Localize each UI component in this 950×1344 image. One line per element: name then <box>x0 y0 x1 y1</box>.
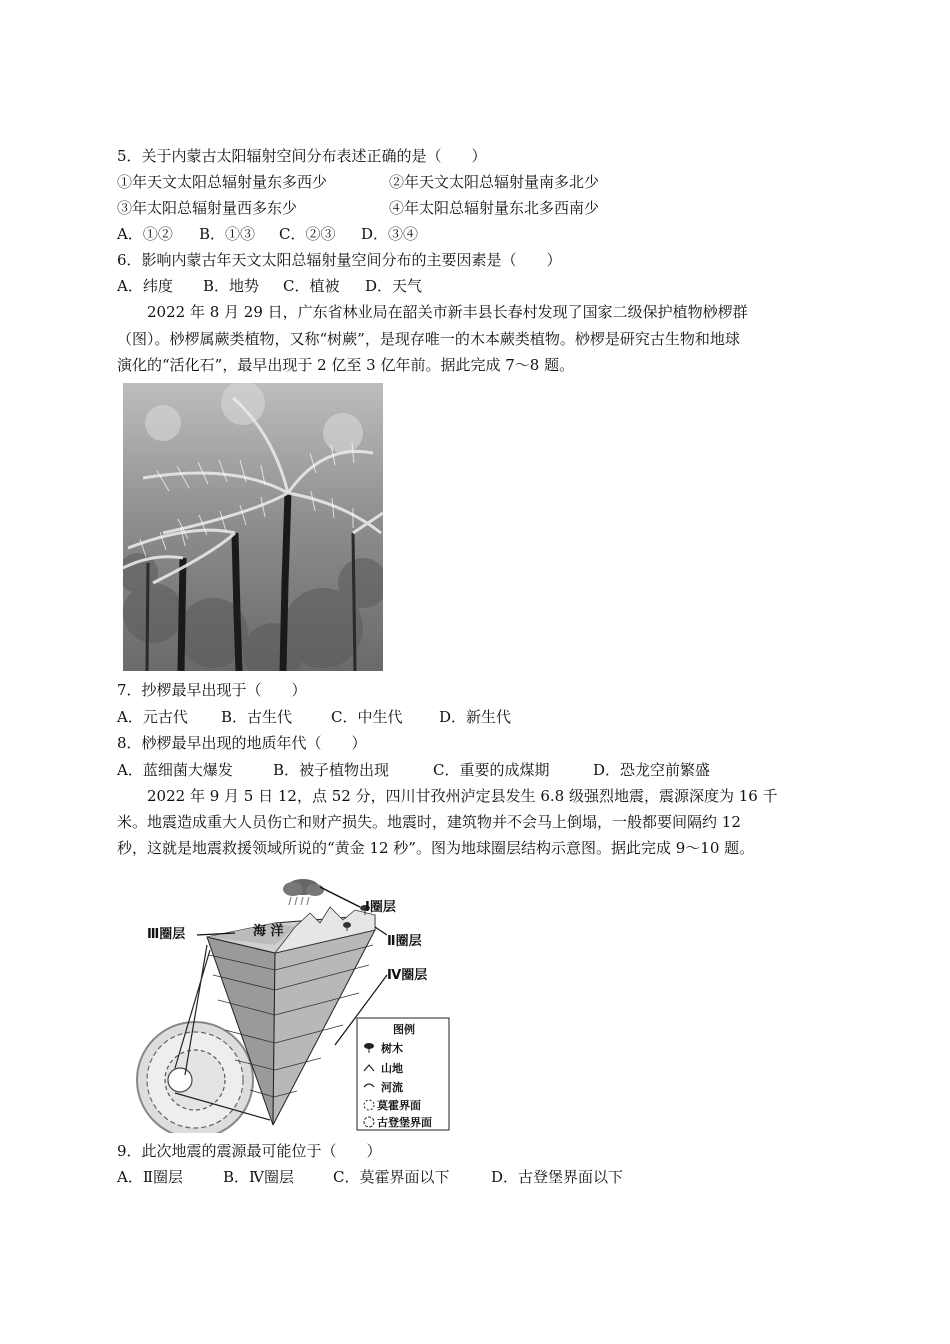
q8-choice-b: B．被子植物出现 <box>273 761 390 779</box>
q6-choice-b: B．地势 <box>203 277 260 295</box>
legend-mountain: 山地 <box>381 1062 403 1075</box>
q5-options-row2 <box>117 198 599 218</box>
q5-choices <box>117 224 418 244</box>
q7-stem: 7．抄椤最早出现于（ ） <box>117 681 307 699</box>
legend-moho: 莫霍界面 <box>377 1099 421 1112</box>
q8-choice-a: A．蓝细菌大爆发 <box>117 761 233 779</box>
q8-choice-d: D．恐龙空前繁盛 <box>593 761 711 779</box>
passage2-line1: 2022 年 9 月 5 日 12，点 52 分，四川甘孜州泸定县发生 6.8 级强烈地震，震源深度为 16 千 <box>147 787 778 805</box>
sphere-3-label: Ⅲ圈层 <box>147 927 186 942</box>
passage1-line1: 2022 年 8 月 29 日，广东省林业局在韶关市新丰县长春村发现了国家二级保护植物桫椤群 <box>147 303 748 321</box>
q5-opt1: ①年天文太阳总辐射量东多西少 <box>117 173 328 191</box>
q8-choices <box>117 760 710 780</box>
q5-opt4: ④年太阳总辐射量东北多西南少 <box>389 199 600 217</box>
q5-opt2: ②年天文太阳总辐射量南多北少 <box>389 173 600 191</box>
earth-sphere-diagram <box>125 875 455 1133</box>
legend-tree: 树木 <box>381 1042 403 1055</box>
q5-choice-d: D．③④ <box>361 225 419 243</box>
q6-choice-a: A．纬度 <box>117 277 173 295</box>
passage1-line3: 演化的“活化石”，最早出现于 2 亿至 3 亿年前。据此完成 7～8 题。 <box>117 356 575 374</box>
q6-choice-c: C．植被 <box>283 277 340 295</box>
cloud-icon <box>283 879 324 905</box>
q5-choice-b: B．①③ <box>199 225 256 243</box>
q5-options-row1 <box>117 172 599 192</box>
q7-choice-c: C．中生代 <box>331 708 403 726</box>
q7-choice-d: D．新生代 <box>439 708 512 726</box>
legend-title: 图例 <box>393 1023 415 1036</box>
q5-choice-c: C．②③ <box>279 225 336 243</box>
passage2-line3: 秒，这就是地震救援领域所说的“黄金 12 秒”。图为地球圈层结构示意图。据此完成 9～10 题。 <box>117 839 755 857</box>
passage2-line2: 米。地震造成重大人员伤亡和财产损失。地震时，建筑物并不会马上倒塌，一般都要间隔约 12 <box>117 813 741 831</box>
q5-stem: 5．关于内蒙古太阳辐射空间分布表述正确的是（ ） <box>117 147 487 165</box>
q6-choice-d: D．天气 <box>365 277 423 295</box>
sphere-2-label: Ⅱ圈层 <box>387 934 422 949</box>
q7-choices <box>117 707 511 727</box>
q9-stem: 9．此次地震的震源最可能位于（ ） <box>117 1142 382 1160</box>
q5-opt3: ③年太阳总辐射量西多东少 <box>117 199 298 217</box>
q6-stem: 6．影响内蒙古年天文太阳总辐射量空间分布的主要因素是（ ） <box>117 251 562 269</box>
legend <box>357 1018 449 1130</box>
q9-choice-a: A．Ⅱ圈层 <box>117 1168 184 1186</box>
sphere-4-label: Ⅳ圈层 <box>387 968 428 983</box>
q7-choice-a: A．元古代 <box>117 708 188 726</box>
legend-river: 河流 <box>381 1081 403 1094</box>
q9-choices <box>117 1167 623 1187</box>
passage1-line2: （图）。桫椤属蕨类植物，又称“树蕨”，是现存唯一的木本蕨类植物。桫椤是研究古生物和地球 <box>117 330 740 348</box>
q9-choice-c: C．莫霍界面以下 <box>333 1168 450 1186</box>
q5-choice-a: A．①② <box>117 225 173 243</box>
sphere-1-label: Ⅰ圈层 <box>365 900 396 915</box>
q6-choices <box>117 276 422 296</box>
tree-fern-photo <box>123 383 383 671</box>
ocean-label: 海 洋 <box>253 924 284 939</box>
legend-gutenberg: 古登堡界面 <box>377 1116 432 1129</box>
q9-choice-d: D．古登堡界面以下 <box>491 1168 624 1186</box>
q7-choice-b: B．古生代 <box>221 708 293 726</box>
q8-stem: 8．桫椤最早出现的地质年代（ ） <box>117 734 367 752</box>
q8-choice-c: C．重要的成煤期 <box>433 761 550 779</box>
q9-choice-b: B．Ⅳ圈层 <box>223 1168 295 1186</box>
earth-cross-section <box>137 1022 253 1133</box>
